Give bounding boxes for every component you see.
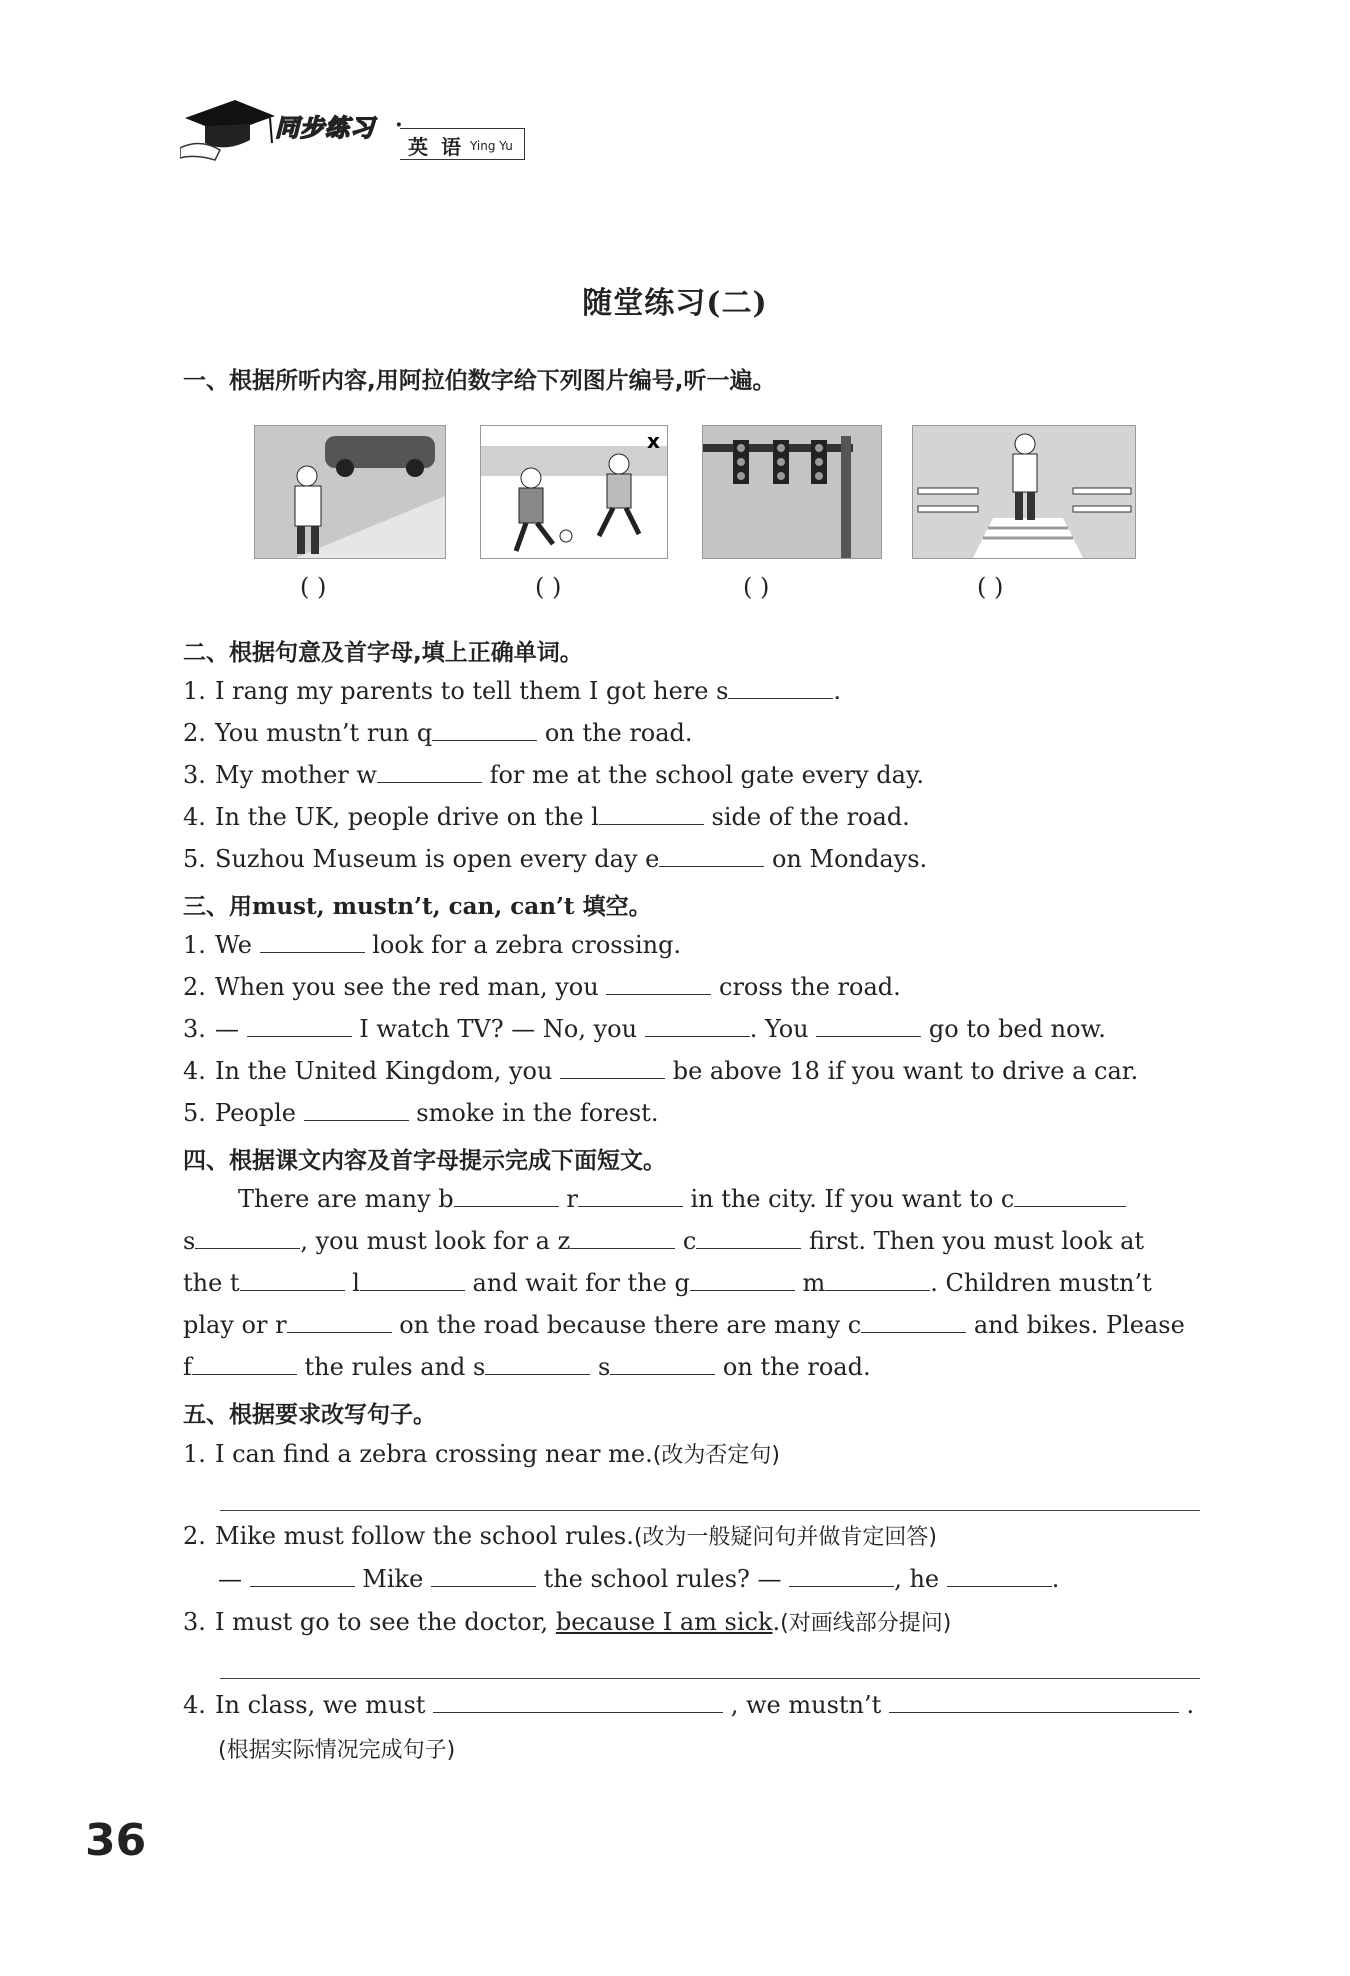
blank[interactable] xyxy=(195,1226,300,1249)
s3-question-1: 1. We look for a zebra crossing. xyxy=(183,931,682,959)
passage-line-3: the t l and wait for the g m . Children mustn’t xyxy=(183,1269,1152,1297)
passage-line-4: play or r on the road because there are many c and bikes. Please xyxy=(183,1311,1185,1339)
answer-paren-3[interactable]: ( ) xyxy=(743,573,770,601)
blank[interactable] xyxy=(377,760,482,783)
s5-question-1: 1. I can find a zebra crossing near me.(改为否定句) xyxy=(183,1440,780,1468)
blank[interactable] xyxy=(250,1564,355,1587)
blank[interactable] xyxy=(433,1690,723,1713)
answer-line-1[interactable] xyxy=(220,1510,1200,1511)
header-dot: · xyxy=(395,112,403,138)
blank[interactable] xyxy=(861,1310,966,1333)
blank[interactable] xyxy=(432,718,537,741)
blank[interactable] xyxy=(360,1268,465,1291)
passage-line-2: s , you must look for a z c first. Then you must look at xyxy=(183,1227,1145,1255)
kids-playing-football-picture xyxy=(480,425,668,559)
blank[interactable] xyxy=(578,1184,683,1207)
s2-question-5: 5. Suzhou Museum is open every day e on Mondays. xyxy=(183,845,928,873)
s5-question-3: 3. I must go to see the doctor, because I am sick.(对画线部分提问) xyxy=(183,1608,952,1636)
blank[interactable] xyxy=(454,1184,559,1207)
answer-paren-1[interactable]: ( ) xyxy=(300,573,327,601)
blank[interactable] xyxy=(789,1564,894,1587)
section2-heading: 二、根据句意及首字母,填上正确单词。 xyxy=(183,640,583,666)
page-number: 36 xyxy=(85,1815,147,1866)
blank[interactable] xyxy=(610,1352,715,1375)
boy-near-car-picture xyxy=(254,425,446,559)
s3-question-5: 5. People smoke in the forest. xyxy=(183,1099,659,1127)
passage-line-1: There are many b r in the city. If you want to c xyxy=(238,1184,1126,1213)
blank[interactable] xyxy=(247,1014,352,1037)
blank[interactable] xyxy=(690,1268,795,1291)
blank[interactable] xyxy=(696,1226,801,1249)
blank[interactable] xyxy=(816,1014,921,1037)
s2-question-3: 3. My mother w for me at the school gate every day. xyxy=(183,761,924,789)
blank[interactable] xyxy=(260,930,365,953)
s2-question-4: 4. In the UK, people drive on the l side of the road. xyxy=(183,803,910,831)
blank[interactable] xyxy=(599,802,704,825)
underlined-phrase: because I am sick xyxy=(555,1608,773,1636)
section1-heading: 一、根据所听内容,用阿拉伯数字给下列图片编号,听一遍。 xyxy=(183,368,776,394)
s5-question-4: 4. In class, we must , we mustn’t . xyxy=(183,1691,1195,1719)
answer-line-3[interactable] xyxy=(220,1678,1200,1679)
blank[interactable] xyxy=(606,972,711,995)
subject-pinyin: Ying Yu xyxy=(470,139,513,153)
s3-question-2: 2. When you see the red man, you cross the road. xyxy=(183,973,901,1001)
blank[interactable] xyxy=(304,1098,409,1121)
page-title: 随堂练习(二) xyxy=(582,286,768,321)
blank[interactable] xyxy=(889,1690,1179,1713)
blank[interactable] xyxy=(645,1014,750,1037)
answer-paren-2[interactable]: ( ) xyxy=(535,573,562,601)
blank[interactable] xyxy=(947,1564,1052,1587)
series-badge: 同步练习 xyxy=(275,114,375,142)
s5-question-2: 2. Mike must follow the school rules.(改为一般疑问句并做肯定回答) xyxy=(183,1522,938,1550)
blank[interactable] xyxy=(560,1056,665,1079)
man-at-zebra-crossing-picture xyxy=(912,425,1136,559)
s5-question-4-note: (根据实际情况完成句子) xyxy=(218,1738,456,1763)
s2-question-2: 2. You mustn’t run q on the road. xyxy=(183,719,693,747)
s5-question-2-answer: — Mike the school rules? — , he . xyxy=(218,1565,1060,1593)
passage-line-5: f the rules and s s on the road. xyxy=(183,1353,871,1381)
blank[interactable] xyxy=(570,1226,675,1249)
blank[interactable] xyxy=(240,1268,345,1291)
blank[interactable] xyxy=(431,1564,536,1587)
blank[interactable] xyxy=(1014,1184,1126,1207)
section3-heading: 三、用must, mustn’t, can, can’t 填空。 xyxy=(183,893,652,920)
subject-label: 英 语 xyxy=(408,135,464,159)
blank[interactable] xyxy=(728,676,833,699)
traffic-lights-picture xyxy=(702,425,882,559)
blank[interactable] xyxy=(485,1352,590,1375)
answer-paren-4[interactable]: ( ) xyxy=(977,573,1004,601)
blank[interactable] xyxy=(825,1268,930,1291)
s3-question-4: 4. In the United Kingdom, you be above 18 if you want to drive a car. xyxy=(183,1057,1139,1085)
section4-heading: 四、根据课文内容及首字母提示完成下面短文。 xyxy=(183,1148,666,1174)
s3-question-3: 3. — I watch TV? — No, you . You go to bed now. xyxy=(183,1015,1106,1043)
blank[interactable] xyxy=(192,1352,297,1375)
section5-heading: 五、根据要求改写句子。 xyxy=(183,1402,436,1428)
s2-question-1: 1. I rang my parents to tell them I got here s . xyxy=(183,677,842,705)
svg-text:x: x xyxy=(647,429,660,453)
blank[interactable] xyxy=(659,844,764,867)
blank[interactable] xyxy=(287,1310,392,1333)
graduation-cap-icon xyxy=(180,98,280,168)
